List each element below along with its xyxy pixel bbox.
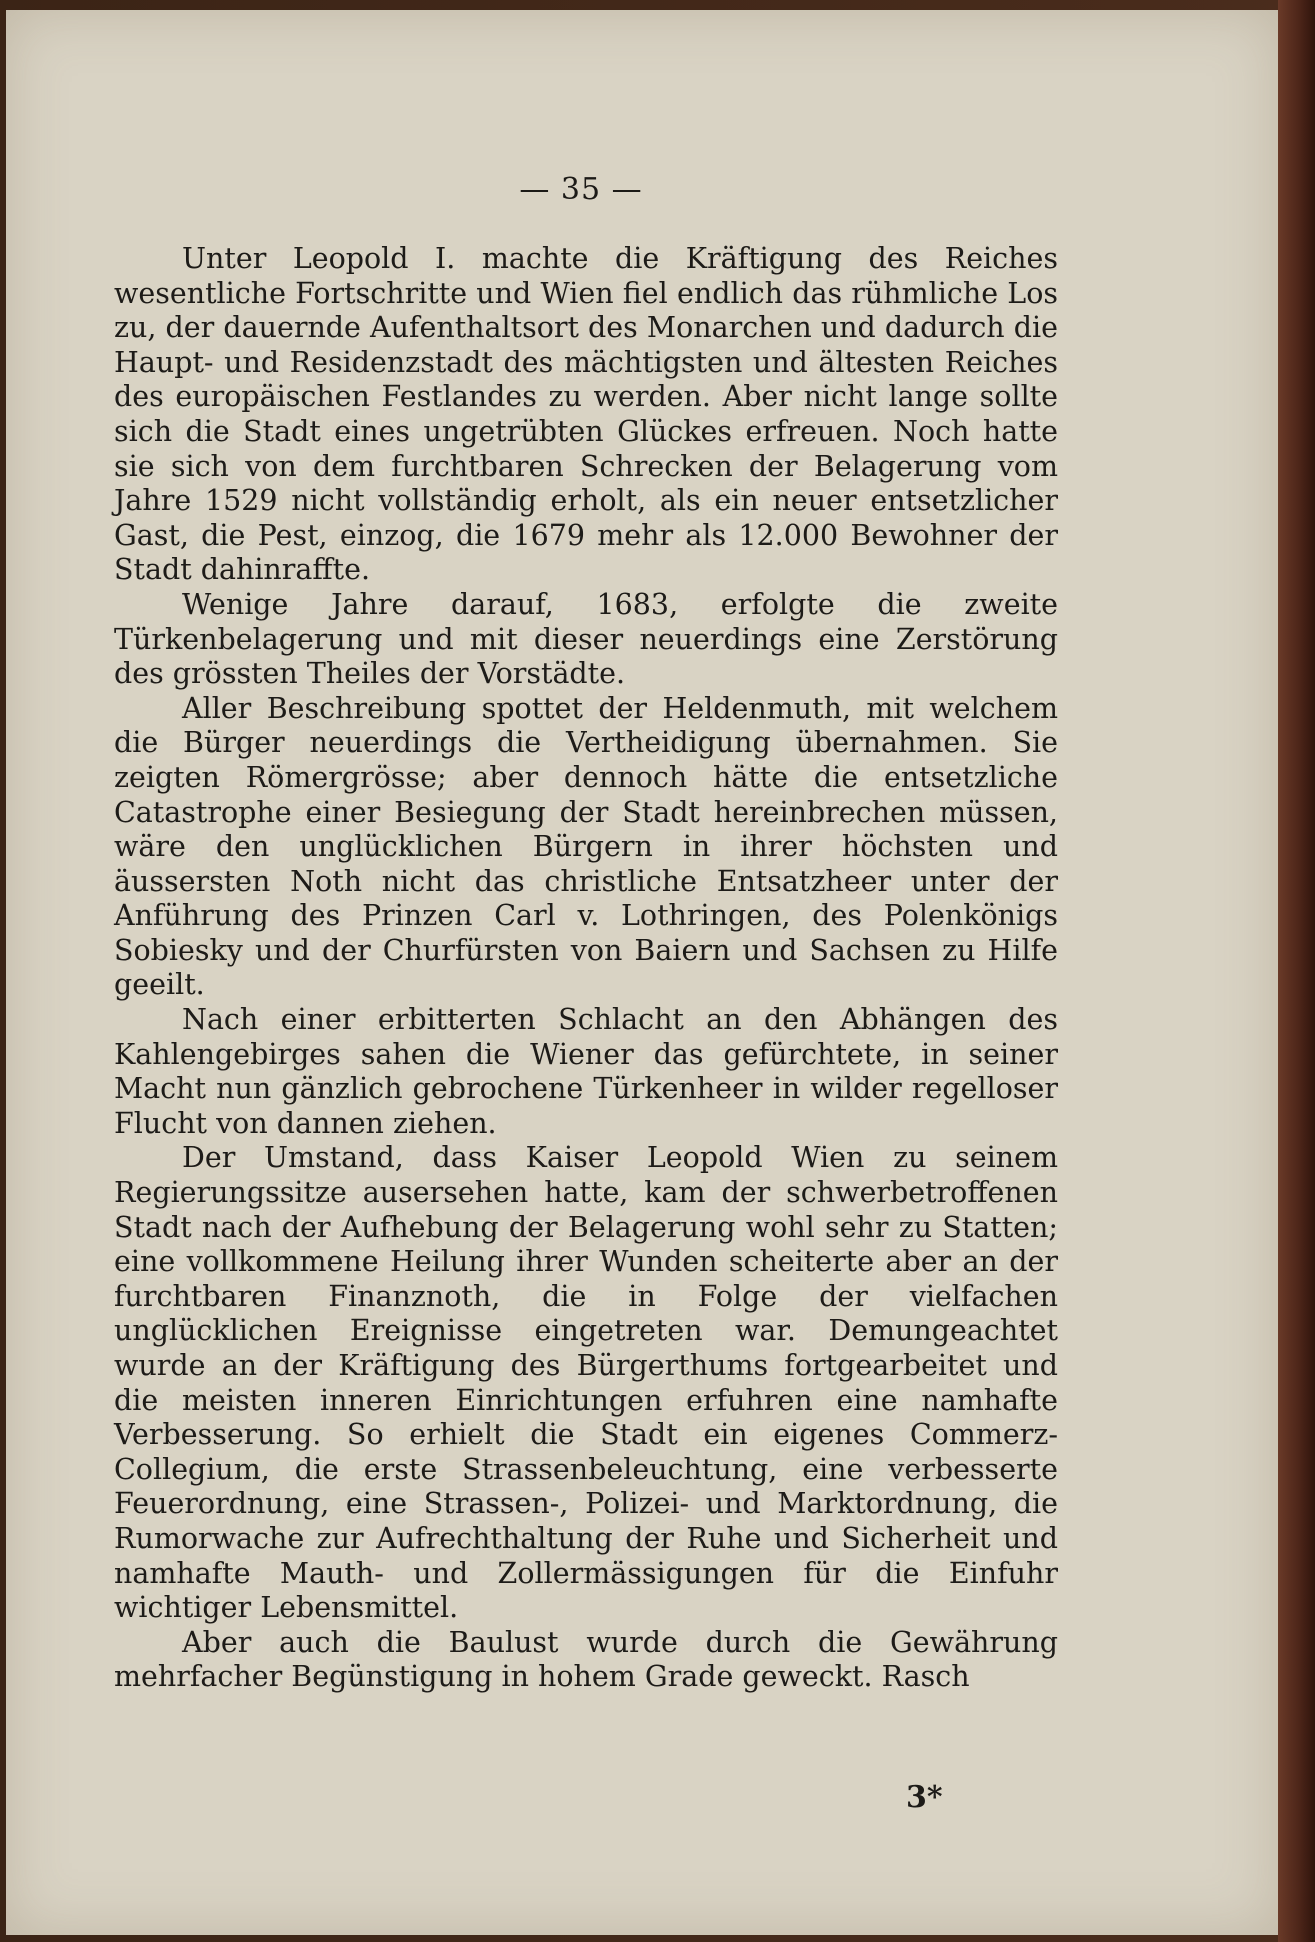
paragraph: Wenige Jahre darauf, 1683, erfolgte die zweite Türkenbelagerung und mit dieser neuerdings eine Zerstörung des grössten Theiles der Vorstädte.	[114, 587, 1058, 691]
page	[6, 10, 1278, 1935]
book-cover-edge	[1278, 0, 1315, 1942]
paragraph: Nach einer erbitterten Schlacht an den Abhängen des Kahlengebirges sahen die Wiener das gefürchtete, in seiner Macht nun gänzlich gebrochene Türkenheer in wilder regelloser Flucht von dannen ziehen.	[114, 1003, 1058, 1140]
paragraph: Unter Leopold I. machte die Kräftigung des Reiches wesentliche Fortschritte und Wien fiel endlich das rühmliche Los zu, der dauernde Aufenthaltsort des Monarchen und dadurch die Haupt- und Residenzstadt des mächtigsten und ältesten Reiches des europäischen Festlandes zu werden. Aber nicht lange sollte sich die Stadt eines ungetrübten Glückes erfreuen. Noch hatte sie sich von dem furchtbaren Schrecken der Belagerung vom Jahre 1529 nicht vollständig erholt, als ein neuer entsetzlicher Gast, die Pest, einzog, die 1679 mehr als 12.000 Bewohner der Stadt dahinraffte.	[114, 242, 1058, 587]
paragraph: Aller Beschreibung spottet der Heldenmuth, mit welchem die Bürger neuerdings die Vertheidigung übernahmen. Sie zeigten Römergrösse; aber dennoch hätte die entsetzliche Catastrophe einer Besiegung der Stadt hereinbrechen müssen, wäre den unglücklichen Bürgern in ihrer höchsten und äussersten Noth nicht das christliche Entsatzheer unter der Anführung des Prinzen Carl v. Lothringen, des Polenkönigs Sobiesky und der Churfürsten von Baiern und Sachsen zu Hilfe geeilt.	[114, 691, 1058, 1002]
paragraph: Der Umstand, dass Kaiser Leopold Wien zu seinem Regierungssitze ausersehen hatte, kam der schwerbetroffenen Stadt nach der Aufhebung der Belagerung wohl sehr zu Statten; eine vollkommene Heilung ihrer Wunden scheiterte aber an der furchtbaren Finanznoth, die in Folge der vielfachen unglücklichen Ereignisse eingetreten war. Demungeachtet wurde an der Kräftigung des Bürgerthums fortgearbeitet und die meisten inneren Einrichtungen erfuhren eine namhafte Verbesserung. So erhielt die Stadt ein eigenes Commerz-Collegium, die erste Strassenbeleuchtung, eine verbesserte Feuerordnung, eine Strassen-, Polizei- und Marktordnung, die Rumorwache zur Aufrechthaltung der Ruhe und Sicherheit und namhafte Mauth- und Zollermässigungen für die Einfuhr wichtiger Lebensmittel.	[114, 1141, 1058, 1625]
body-text	[114, 242, 1058, 1695]
printer-signature: 3*	[906, 1780, 943, 1815]
paragraph: Aber auch die Baulust wurde durch die Gewährung mehrfacher Begünstigung in hohem Grade geweckt. Rasch	[114, 1625, 1058, 1694]
page-number: — 35 —	[519, 172, 643, 207]
